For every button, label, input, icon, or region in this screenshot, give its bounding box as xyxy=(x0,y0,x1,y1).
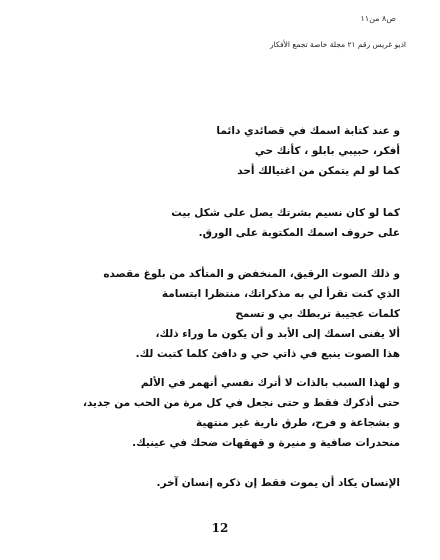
stanza-4 xyxy=(40,373,400,453)
stanza-5 xyxy=(40,473,400,493)
poem-line: على حروف اسمك المكتوبة على الورق. xyxy=(198,227,400,239)
running-header: اذيو غريس رقم ٢١ مجلة خاصة تجمع الأفكار xyxy=(270,40,406,49)
poem-line: حتى أذكرك فقط و حتى نجعل في كل مرة من الحب من جديد، xyxy=(82,397,400,409)
poem-line: و لهذا السبب بالذات لا أترك نفسي أنهمر في الألم xyxy=(140,377,400,389)
poem-line: الإنسان يكاد أن يموت فقط إن ذكره إنسان آخر. xyxy=(156,477,400,489)
page-counter: ص٨ من١١ xyxy=(360,14,396,23)
poem-line: ألا يفنى اسمك إلى الأبد و أن يكون ما وراء ذلك، xyxy=(155,328,400,340)
poem-line: هذا الصوت ينبع في ذاتي حي و دافئ كلما كتبت لك. xyxy=(135,348,400,360)
poem-line: كلمات عجيبة تربطك بي و تسمح xyxy=(235,308,400,320)
poem-line: الذي كنت تقرأ لي به مذكراتك، منتظرا ابتسامة xyxy=(161,288,400,300)
poem-line: كما لو لم يتمكن من اغتيالك أحد xyxy=(237,165,400,177)
stanza-3 xyxy=(40,264,400,364)
poem-line: و عند كتابة اسمك في قصائدي دائما xyxy=(216,125,400,137)
stanza-2 xyxy=(40,203,400,243)
poem-line: و ذلك الصوت الرقيق، المنخفض و المتأكد من بلوغ مقصده xyxy=(103,268,400,280)
poem-line: أفكر، حبيبي بابلو ، كأنك حي xyxy=(254,145,400,157)
poem-line: و بشجاعة و فرح، طرق نارية غير منتهية xyxy=(196,417,400,429)
poem-line: كما لو كان نسيم بشرتك يصل على شكل بيت xyxy=(171,207,400,219)
page-number: 12 xyxy=(211,521,229,535)
stanza-1 xyxy=(40,121,400,181)
poem-line: منحدرات صافية و منيرة و قهقهات ضحك في عينيك. xyxy=(132,437,400,449)
